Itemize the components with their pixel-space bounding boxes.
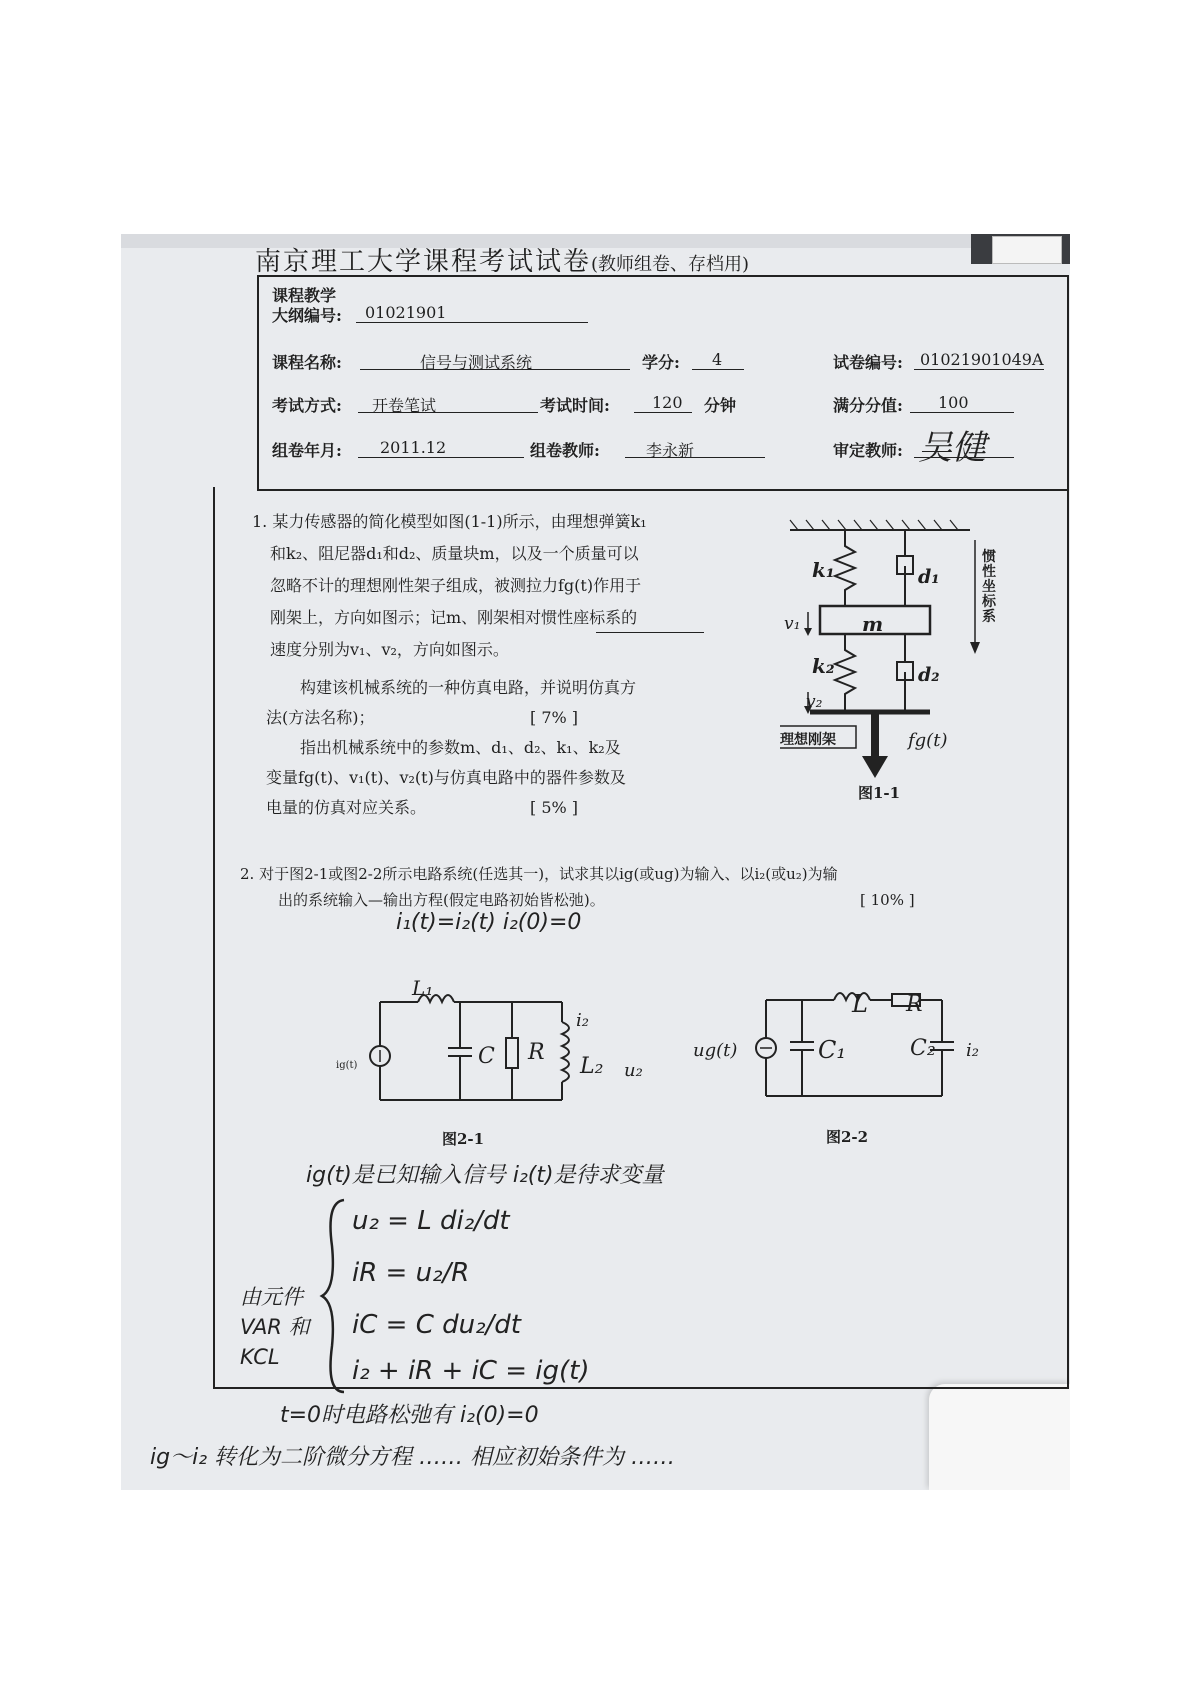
handwritten-side-note: 由元件VAR 和KCL bbox=[240, 1285, 310, 1369]
mode-value: 开卷笔试 bbox=[372, 396, 437, 415]
time-underline bbox=[634, 412, 692, 413]
syllabus-value: 01021901 bbox=[365, 303, 447, 322]
q2-line-2: 出的系统输入—输出方程(假定电路初始皆松弛)。 bbox=[278, 891, 605, 909]
course-value: 信号与测试系统 bbox=[420, 353, 533, 372]
fig21-R-label: R bbox=[528, 1040, 545, 1065]
fig1-d1-label: d₁ bbox=[918, 566, 940, 588]
figure-2-1 bbox=[360, 960, 640, 1110]
q1-part1-line-1: 构建该机械系统的一种仿真电路，并说明仿真方 bbox=[300, 678, 637, 697]
inertial-frame-handwritten-underline bbox=[596, 632, 704, 633]
q1-part1-weight: [ 7% ] bbox=[530, 708, 579, 727]
syllabus-underline bbox=[356, 322, 588, 323]
paper-no-underline bbox=[914, 369, 1044, 370]
fig1-force-label: fg(t) bbox=[908, 730, 948, 751]
fig1-v2-label: v₂ bbox=[806, 692, 823, 712]
time-label: 考试时间: bbox=[540, 396, 610, 415]
score-label: 满分分值: bbox=[833, 396, 903, 415]
handwritten-bottom-1: t=0时电路松弛有 i₂(0)=0 bbox=[280, 1403, 539, 1428]
fig1-m-label: m bbox=[862, 612, 884, 636]
reviewer-signature: 吴健 bbox=[918, 428, 986, 468]
course-label: 课程名称: bbox=[272, 353, 342, 372]
teacher-underline bbox=[625, 457, 765, 458]
course-underline bbox=[360, 369, 630, 370]
exam-title-main: 南京理工大学课程考试试卷 bbox=[255, 247, 592, 277]
score-underline bbox=[910, 412, 1014, 413]
reviewer-label: 审定教师: bbox=[833, 441, 903, 460]
q1-line-3: 忽略不计的理想刚性架子组成，被测拉力fg(t)作用于 bbox=[270, 576, 642, 595]
handwritten-eq-2: iR = u₂/R bbox=[352, 1258, 470, 1288]
credit-value: 4 bbox=[712, 350, 723, 369]
fig21-L1-label: L₁ bbox=[412, 976, 434, 1000]
q1-part2-weight: [ 5% ] bbox=[530, 798, 579, 817]
time-unit: 分钟 bbox=[704, 396, 737, 415]
clip-label bbox=[992, 236, 1062, 264]
q1-line-4: 刚架上，方向如图示；记m、刚架相对惯性座标系的 bbox=[270, 608, 638, 627]
reviewer-underline bbox=[914, 457, 1014, 458]
q2-line-1: 2. 对于图2-1或图2-2所示电路系统(任选其一)，试求其以ig(或ug)为输入、以i₂(或u₂)为输 bbox=[240, 865, 838, 883]
handwritten-eq-1: u₂ = L di₂/dt bbox=[352, 1206, 510, 1236]
syllabus-label-2: 大纲编号: bbox=[272, 306, 342, 325]
paper-no-label: 试卷编号: bbox=[833, 353, 903, 372]
corner-object bbox=[929, 1384, 1070, 1490]
time-value: 120 bbox=[652, 393, 683, 412]
q1-part2-line-3: 电量的仿真对应关系。 bbox=[266, 798, 427, 817]
q1-line-1: 1. 某力传感器的简化模型如图(1-1)所示，由理想弹簧k₁ bbox=[252, 512, 647, 531]
q1-line-2: 和k₂、阻尼器d₁和d₂、质量块m，以及一个质量可以 bbox=[270, 544, 639, 563]
fig21-L2-label: L₂ bbox=[580, 1054, 604, 1079]
exam-title bbox=[255, 241, 749, 278]
mode-label: 考试方式: bbox=[272, 396, 342, 415]
fig1-caption: 图1-1 bbox=[858, 784, 901, 802]
fig22-source-label: ug(t) bbox=[693, 1040, 738, 1061]
fig22-C2-label: C₂ bbox=[910, 1036, 936, 1061]
teacher-value: 李永新 bbox=[646, 441, 695, 460]
q1-line-5: 速度分别为v₁、v₂，方向如图示。 bbox=[270, 640, 509, 659]
paper-no-value: 01021901049A bbox=[920, 350, 1044, 369]
date-label: 组卷年月: bbox=[272, 441, 342, 460]
teacher-label: 组卷教师: bbox=[530, 441, 600, 460]
handwritten-bottom-2: ig～i₂ 转化为二阶微分方程 …… 相应初始条件为 …… bbox=[150, 1445, 675, 1470]
fig21-u2-label: u₂ bbox=[624, 1060, 643, 1081]
date-value: 2011.12 bbox=[380, 438, 447, 457]
handwritten-eq-4: i₂ + iR + iC = ig(t) bbox=[352, 1356, 590, 1386]
syllabus-label-1: 课程教学 bbox=[272, 286, 337, 305]
fig22-C1-label: C₁ bbox=[818, 1036, 846, 1064]
fig21-i2-label: i₂ bbox=[576, 1010, 589, 1031]
fig22-R-label: R bbox=[906, 992, 923, 1017]
q2-weight: [ 10% ] bbox=[860, 891, 915, 909]
fig1-d2-label: d₂ bbox=[918, 664, 940, 686]
credit-underline bbox=[692, 369, 744, 370]
fig22-i2-label: i₂ bbox=[966, 1040, 979, 1061]
fig1-k1-label: k₁ bbox=[812, 558, 835, 582]
fig1-k2-label: k₂ bbox=[812, 654, 835, 678]
handwritten-note-top: i₁(t)=i₂(t) i₂(0)=0 bbox=[396, 910, 582, 935]
fig22-caption: 图2-2 bbox=[826, 1128, 869, 1146]
date-underline bbox=[358, 457, 524, 458]
fig1-frame-label: 理想刚架 bbox=[780, 732, 836, 748]
fig1-v1-label: v₁ bbox=[784, 614, 801, 634]
handwritten-note-line: ig(t)是已知输入信号 i₂(t)是待求变量 bbox=[306, 1163, 664, 1188]
handwritten-brace bbox=[318, 1196, 348, 1396]
credit-label: 学分: bbox=[642, 353, 680, 372]
exam-title-sub: (教师组卷、存档用) bbox=[591, 254, 750, 275]
fig1-inertial-label: 惯性坐标系 bbox=[982, 549, 996, 625]
handwritten-eq-3: iC = C du₂/dt bbox=[352, 1310, 521, 1340]
q1-part2-line-1: 指出机械系统中的参数m、d₁、d₂、k₁、k₂及 bbox=[300, 738, 621, 757]
fig21-C-label: C bbox=[478, 1044, 495, 1069]
fig21-source-label: ig(t) bbox=[336, 1060, 358, 1071]
fig22-L-label: L bbox=[852, 990, 868, 1018]
score-value: 100 bbox=[938, 393, 969, 412]
q1-part2-line-2: 变量fg(t)、v₁(t)、v₂(t)与仿真电路中的器件参数及 bbox=[266, 768, 626, 787]
q1-part1-line-2: 法(方法名称)； bbox=[266, 708, 375, 727]
fig21-caption: 图2-1 bbox=[442, 1130, 485, 1148]
mode-underline bbox=[358, 412, 538, 413]
